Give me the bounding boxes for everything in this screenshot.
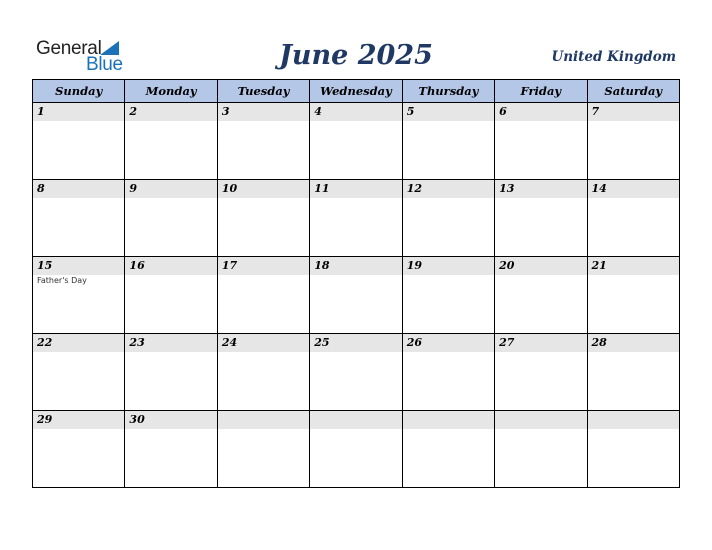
day-cell bbox=[33, 180, 125, 257]
day-number: 11 bbox=[310, 180, 401, 198]
day-cell bbox=[125, 180, 217, 257]
day-number: 24 bbox=[218, 334, 309, 352]
day-cell bbox=[587, 334, 679, 411]
day-cell bbox=[310, 257, 402, 334]
day-number: 4 bbox=[310, 103, 401, 121]
day-number bbox=[588, 411, 679, 429]
day-number: 20 bbox=[495, 257, 586, 275]
holiday-label: Father's Day bbox=[37, 276, 87, 285]
day-number: 2 bbox=[125, 103, 216, 121]
day-cell bbox=[217, 411, 309, 488]
weekday-header: Thursday bbox=[402, 80, 494, 103]
week-row bbox=[33, 180, 680, 257]
calendar-title: June 2025 bbox=[279, 40, 433, 71]
day-cell bbox=[217, 334, 309, 411]
day-number: 26 bbox=[403, 334, 494, 352]
day-cell bbox=[310, 334, 402, 411]
day-cell bbox=[33, 103, 125, 180]
day-number: 18 bbox=[310, 257, 401, 275]
day-number: 3 bbox=[218, 103, 309, 121]
day-cell bbox=[587, 103, 679, 180]
weekday-header: Friday bbox=[495, 80, 587, 103]
day-cell bbox=[402, 411, 494, 488]
day-cell bbox=[125, 411, 217, 488]
day-cell bbox=[402, 334, 494, 411]
day-cell bbox=[495, 334, 587, 411]
day-number: 27 bbox=[495, 334, 586, 352]
day-cell bbox=[125, 334, 217, 411]
week-row bbox=[33, 411, 680, 488]
day-cell bbox=[587, 411, 679, 488]
day-cell bbox=[310, 180, 402, 257]
weekday-header: Monday bbox=[125, 80, 217, 103]
day-cell bbox=[587, 180, 679, 257]
day-number bbox=[218, 411, 309, 429]
day-number bbox=[495, 411, 586, 429]
day-cell bbox=[402, 257, 494, 334]
day-number: 6 bbox=[495, 103, 586, 121]
day-number: 25 bbox=[310, 334, 401, 352]
day-number: 21 bbox=[588, 257, 679, 275]
day-number: 17 bbox=[218, 257, 309, 275]
day-cell bbox=[402, 180, 494, 257]
day-cell bbox=[587, 257, 679, 334]
day-number: 10 bbox=[218, 180, 309, 198]
day-cell bbox=[217, 257, 309, 334]
day-number: 28 bbox=[588, 334, 679, 352]
day-cell bbox=[33, 257, 125, 334]
day-cell bbox=[495, 103, 587, 180]
brand-name-blue: Blue bbox=[86, 54, 123, 75]
day-cell bbox=[402, 103, 494, 180]
weekday-header: Tuesday bbox=[217, 80, 309, 103]
day-number: 23 bbox=[125, 334, 216, 352]
day-cell bbox=[495, 180, 587, 257]
day-number: 13 bbox=[495, 180, 586, 198]
day-cell bbox=[495, 411, 587, 488]
brand-name-general: General bbox=[36, 38, 102, 59]
day-number: 1 bbox=[33, 103, 124, 121]
weekday-header: Saturday bbox=[587, 80, 679, 103]
country-label: United Kingdom bbox=[551, 49, 676, 65]
day-number: 7 bbox=[588, 103, 679, 121]
weekday-header: Wednesday bbox=[310, 80, 402, 103]
day-number: 14 bbox=[588, 180, 679, 198]
day-cell bbox=[125, 103, 217, 180]
day-number: 12 bbox=[403, 180, 494, 198]
calendar-grid bbox=[32, 79, 680, 488]
day-number: 29 bbox=[33, 411, 124, 429]
day-cell bbox=[217, 103, 309, 180]
weekday-header: Sunday bbox=[33, 80, 125, 103]
week-row bbox=[33, 257, 680, 334]
day-number: 19 bbox=[403, 257, 494, 275]
day-number: 15 bbox=[33, 257, 124, 275]
day-cell bbox=[33, 334, 125, 411]
day-number bbox=[403, 411, 494, 429]
day-cell bbox=[217, 180, 309, 257]
day-number bbox=[310, 411, 401, 429]
week-row bbox=[33, 103, 680, 180]
day-number: 9 bbox=[125, 180, 216, 198]
day-number: 16 bbox=[125, 257, 216, 275]
day-number: 30 bbox=[125, 411, 216, 429]
day-number: 5 bbox=[403, 103, 494, 121]
day-cell bbox=[495, 257, 587, 334]
day-number: 22 bbox=[33, 334, 124, 352]
day-number: 8 bbox=[33, 180, 124, 198]
day-cell bbox=[310, 103, 402, 180]
day-cell bbox=[125, 257, 217, 334]
day-cell bbox=[310, 411, 402, 488]
weekday-header-row bbox=[33, 80, 680, 103]
day-cell bbox=[33, 411, 125, 488]
week-row bbox=[33, 334, 680, 411]
